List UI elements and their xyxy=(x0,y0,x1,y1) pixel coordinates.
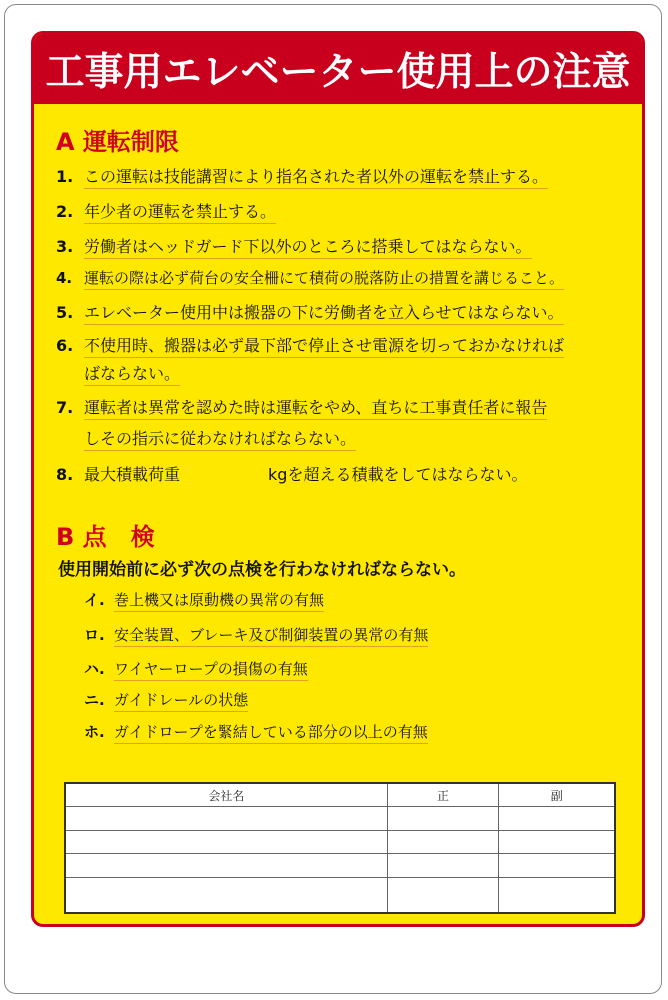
table-cell[interactable] xyxy=(65,807,387,831)
item-number: 2. xyxy=(56,202,74,221)
check-mark: ニ. xyxy=(84,691,105,709)
item-text: 運転の際は必ず荷台の安全柵にて積荷の脱落防止の措置を講じること。 xyxy=(84,269,564,290)
list-item xyxy=(56,164,642,187)
list-item xyxy=(56,267,642,288)
list-item xyxy=(56,234,642,257)
column-header-company: 会社名 xyxy=(65,783,387,807)
check-text: ワイヤーロープの損傷の有無 xyxy=(114,660,308,681)
title-banner xyxy=(34,34,642,104)
table-cell[interactable] xyxy=(499,807,615,831)
item-text: 不使用時、搬器は必ず最下部で停止させ電源を切っておかなければ xyxy=(84,336,564,358)
table-cell[interactable] xyxy=(499,830,615,854)
list-item xyxy=(56,395,642,418)
table-cell[interactable] xyxy=(387,877,499,913)
column-header-deputy: 副 xyxy=(499,783,615,807)
section-a-heading: A 運転制限 xyxy=(56,128,179,156)
list-item xyxy=(56,333,642,356)
check-item xyxy=(84,689,248,710)
check-item xyxy=(84,658,308,679)
check-text: ガイドレールの状態 xyxy=(114,691,248,712)
check-text: ガイドロープを緊結している部分の以上の有無 xyxy=(114,723,428,744)
table-row xyxy=(65,807,615,831)
item-number: 1. xyxy=(56,167,74,186)
section-b-heading: B 点 検 xyxy=(56,523,155,551)
list-item xyxy=(56,199,642,222)
page-title: 工事用エレベーター使用上の注意 xyxy=(45,50,631,95)
item-text: エレベーター使用中は搬器の下に労働者を立入らせてはならない。 xyxy=(84,303,564,325)
list-item xyxy=(56,300,642,323)
item-number: 5. xyxy=(56,303,74,322)
check-mark: ホ. xyxy=(84,723,105,741)
section-b-intro: 使用開始前に必ず次の点検を行わなければならない。 xyxy=(58,560,466,580)
check-mark: イ. xyxy=(84,591,105,609)
item-number: 4. xyxy=(56,269,73,287)
table-row xyxy=(65,854,615,878)
item-number: 6. xyxy=(56,336,74,355)
check-text: 安全装置、ブレーキ及び制御装置の異常の有無 xyxy=(114,626,428,647)
table-cell[interactable] xyxy=(387,807,499,831)
list-item xyxy=(56,462,642,485)
column-header-primary: 正 xyxy=(387,783,499,807)
table-row xyxy=(65,877,615,913)
notice-panel xyxy=(31,31,645,927)
check-item xyxy=(84,589,324,610)
item-text: この運転は技能講習により指名された者以外の運転を禁止する。 xyxy=(84,167,548,189)
item-text: 年少者の運転を禁止する。 xyxy=(84,202,276,224)
responsible-person-table xyxy=(64,782,616,914)
list-item-continuation xyxy=(84,361,180,384)
item-text: 労働者はヘッドガード下以外のところに搭乗してはならない。 xyxy=(84,237,532,259)
item-number: 7. xyxy=(56,398,74,417)
table-cell[interactable] xyxy=(499,854,615,878)
item-text: しその指示に従わなければならない。 xyxy=(84,429,356,451)
table-row xyxy=(65,830,615,854)
check-mark: ハ. xyxy=(84,660,105,678)
table-cell[interactable] xyxy=(65,830,387,854)
table-cell[interactable] xyxy=(65,877,387,913)
item-text: 運転者は異常を認めた時は運転をやめ、直ちに工事責任者に報告 xyxy=(84,398,547,420)
table-cell[interactable] xyxy=(499,877,615,913)
item-number: 8. xyxy=(56,465,74,484)
list-item-continuation xyxy=(84,426,356,449)
check-item xyxy=(84,721,428,742)
table-cell[interactable] xyxy=(387,830,499,854)
check-mark: ロ. xyxy=(84,626,105,644)
item-number: 3. xyxy=(56,237,74,256)
item-text-load-rule: kgを超える積載をしてはならない。 xyxy=(268,465,528,484)
check-text: 巻上機又は原動機の異常の有無 xyxy=(114,591,324,612)
sign-board xyxy=(4,4,662,994)
item-text-load-label: 最大積載荷重 xyxy=(84,465,181,484)
table-header-row xyxy=(65,783,615,807)
table-cell[interactable] xyxy=(387,854,499,878)
check-item xyxy=(84,624,428,645)
item-text: ばならない。 xyxy=(84,364,180,386)
table-cell[interactable] xyxy=(65,854,387,878)
